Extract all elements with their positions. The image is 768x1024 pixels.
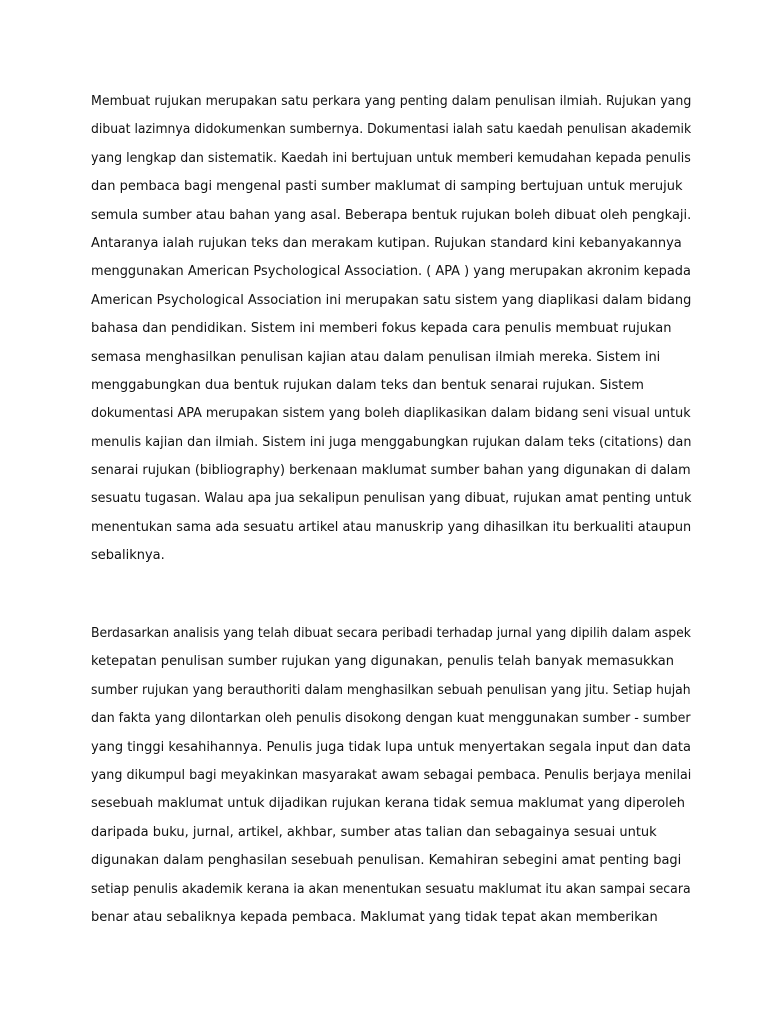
text-line: menggunakan American Psychological Association. ( APA ) yang merupakan akronim kepada — [91, 264, 691, 280]
text-line: menggabungkan dua bentuk rujukan dalam teks dan bentuk senarai rujukan. Sistem — [91, 377, 644, 393]
text-line: American Psychological Association ini merupakan satu sistem yang diaplikasi dalam bidang — [91, 292, 692, 308]
text-line: yang tinggi kesahihannya. Penulis juga tidak lupa untuk menyertakan segala input dan data — [91, 739, 691, 755]
text-line: ketepatan penulisan sumber rujukan yang digunakan, penulis telah banyak memasukkan — [91, 654, 674, 670]
text-line: yang dikumpul bagi meyakinkan masyarakat awam sebagai pembaca. Penulis berjaya menilai — [91, 767, 692, 783]
text-line: menulis kajian dan ilmiah. Sistem ini juga menggabungkan rujukan dalam teks (citations) dan — [91, 434, 692, 450]
text-line: setiap penulis akademik kerana ia akan menentukan sesuatu maklumat itu akan sampai secara — [91, 881, 691, 897]
text-line: dokumentasi APA merupakan sistem yang boleh diaplikasikan dalam bidang seni visual untuk — [91, 406, 691, 422]
text-line: menentukan sama ada sesuatu artikel atau manuskrip yang dihasilkan itu berkualiti ataupun — [91, 519, 692, 535]
text-line: sebaliknya. — [91, 548, 165, 564]
paragraph-journal-analysis — [91, 620, 691, 932]
text-line: sumber rujukan yang berauthoriti dalam menghasilkan sebuah penulisan yang jitu. Setiap hujah — [91, 682, 691, 698]
text-line: semula sumber atau bahan yang asal. Beberapa bentuk rujukan boleh dibuat oleh pengkaji. — [91, 207, 692, 223]
text-line: dibuat lazimnya didokumenkan sumbernya. Dokumentasi ialah satu kaedah penulisan akademik — [91, 122, 692, 138]
text-line: daripada buku, jurnal, artikel, akhbar, sumber atas talian dan sebagainya sesuai untuk — [91, 824, 657, 840]
text-line: Antaranya ialah rujukan teks dan merakam kutipan. Rujukan standard kini kebanyakannya — [91, 235, 682, 251]
text-line: bahasa dan pendidikan. Sistem ini memberi fokus kepada cara penulis membuat rujukan — [91, 321, 672, 337]
text-line: semasa menghasilkan penulisan kajian atau dalam penulisan ilmiah mereka. Sistem ini — [91, 349, 661, 365]
text-line: Membuat rujukan merupakan satu perkara yang penting dalam penulisan ilmiah. Rujukan yang — [91, 94, 692, 109]
paragraph-apa-referencing — [91, 88, 691, 571]
text-line: dan fakta yang dilontarkan oleh penulis disokong dengan kuat menggunakan sumber - sumber — [91, 711, 691, 727]
text-line: senarai rujukan (bibliography) berkenaan maklumat sumber bahan yang digunakan di dalam — [91, 463, 691, 479]
text-line: sesebuah maklumat untuk dijadikan rujukan kerana tidak semua maklumat yang diperoleh — [91, 796, 685, 812]
text-line: Berdasarkan analisis yang telah dibuat secara peribadi terhadap jurnal yang dipilih dalam aspek — [91, 626, 691, 641]
text-line: dan pembaca bagi mengenal pasti sumber maklumat di samping bertujuan untuk merujuk — [91, 179, 683, 195]
text-line: yang lengkap dan sistematik. Kaedah ini bertujuan untuk memberi kemudahan kepada penulis — [91, 150, 691, 166]
text-line: sesuatu tugasan. Walau apa jua sekalipun penulisan yang dibuat, rujukan amat penting untuk — [91, 491, 692, 507]
text-line: digunakan dalam penghasilan sesebuah penulisan. Kemahiran sebegini amat penting bagi — [91, 853, 682, 869]
text-line: benar atau sebaliknya kepada pembaca. Maklumat yang tidak tepat akan memberikan — [91, 909, 658, 925]
